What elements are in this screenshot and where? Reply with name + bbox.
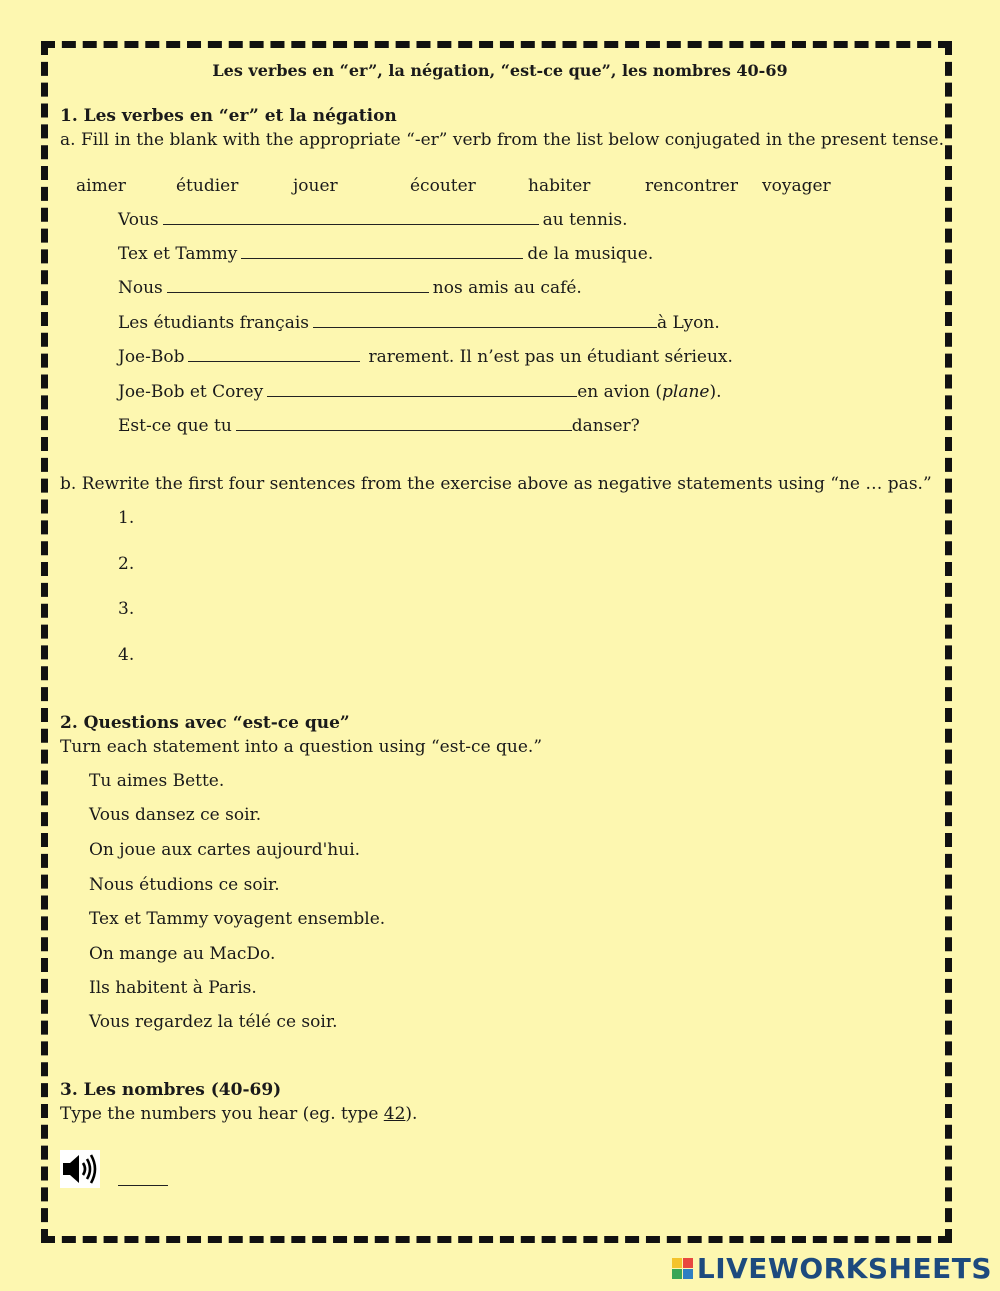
verb-item: aimer xyxy=(76,176,126,196)
answer-blank[interactable] xyxy=(236,416,572,431)
answer-blank[interactable] xyxy=(313,313,657,328)
statement-item: On mange au MacDo. xyxy=(89,944,276,964)
sentence-end: danser? xyxy=(571,416,640,436)
section1-heading: 1. Les verbes en “er” et la négation xyxy=(60,106,397,126)
answer-blank[interactable] xyxy=(241,244,523,259)
answer-blank[interactable] xyxy=(163,210,539,225)
verb-item: habiter xyxy=(528,176,591,196)
fill-sentence xyxy=(118,278,582,298)
fill-sentence xyxy=(118,210,627,230)
rewrite-answer-input[interactable] xyxy=(134,551,918,579)
verb-item: étudier xyxy=(176,176,239,196)
verb-item: écouter xyxy=(410,176,476,196)
instruction-text-end: ). xyxy=(405,1104,418,1124)
verb-item: voyager xyxy=(762,176,831,196)
sentence-start: Joe-Bob xyxy=(118,347,185,367)
sentence-start: Vous xyxy=(118,210,159,230)
sentence-end: au tennis. xyxy=(542,210,628,230)
rewrite-number: 1. xyxy=(118,508,135,528)
logo-text: LIVEWORKSHEETS xyxy=(696,1252,992,1285)
sentence-end: à Lyon. xyxy=(657,313,720,333)
sentence-start: Joe-Bob et Corey xyxy=(118,382,264,402)
rewrite-number: 2. xyxy=(118,554,135,574)
answer-blank[interactable] xyxy=(188,347,360,362)
rewrite-answer-input[interactable] xyxy=(134,505,918,533)
page-title: Les verbes en “er”, la négation, “est-ce que”, les nombres 40-69 xyxy=(212,61,788,80)
statement-item: Tex et Tammy voyagent ensemble. xyxy=(89,909,386,929)
fill-sentence xyxy=(118,347,733,367)
verb-item: rencontrer xyxy=(645,176,738,196)
statement-item: Tu aimes Bette. xyxy=(89,771,225,791)
instruction-text: Type the numbers you hear (eg. type xyxy=(60,1104,384,1124)
rewrite-answer-input[interactable] xyxy=(134,642,918,670)
rewrite-number: 3. xyxy=(118,599,135,619)
statement-item: On joue aux cartes aujourd'hui. xyxy=(89,840,361,860)
statement-item: Nous étudions ce soir. xyxy=(89,875,280,895)
statement-item: Vous dansez ce soir. xyxy=(89,805,262,825)
statement-item: Ils habitent à Paris. xyxy=(89,978,257,998)
section1a-instruction: a. Fill in the blank with the appropriate “-er” verb from the list below conjugated in the present tense. xyxy=(60,130,944,150)
fill-sentence xyxy=(118,244,653,264)
section2-instruction: Turn each statement into a question using “est-ce que.” xyxy=(60,737,543,757)
sentence-end: nos amis au café. xyxy=(432,278,582,298)
instruction-example: 42 xyxy=(383,1104,406,1124)
sentence-start: Tex et Tammy xyxy=(118,244,238,264)
answer-blank[interactable] xyxy=(267,382,577,397)
logo-squares-icon xyxy=(672,1258,693,1279)
rewrite-answer-input[interactable] xyxy=(134,596,918,624)
liveworksheets-logo xyxy=(672,1252,992,1285)
fill-sentence xyxy=(118,382,722,402)
answer-blank[interactable] xyxy=(167,278,429,293)
fill-sentence xyxy=(118,416,640,436)
fill-sentence xyxy=(118,313,720,333)
sentence-start: Est-ce que tu xyxy=(118,416,232,436)
number-answer-blank[interactable] xyxy=(118,1185,168,1186)
verb-item: jouer xyxy=(293,176,338,196)
section3-heading: 3. Les nombres (40-69) xyxy=(60,1080,282,1100)
section1b-instruction: b. Rewrite the first four sentences from the exercise above as negative statements using “ne … pas.” xyxy=(60,474,932,494)
rewrite-number: 4. xyxy=(118,645,135,665)
sentence-end-punct: ). xyxy=(709,382,722,402)
sentence-end: rarement. Il n’est pas un étudiant sérieux. xyxy=(368,347,733,367)
sentence-gloss: plane xyxy=(662,382,710,402)
section2-heading: 2. Questions avec “est-ce que” xyxy=(60,713,350,733)
sentence-end: en avion ( xyxy=(577,382,663,402)
section3-instruction xyxy=(60,1104,417,1124)
speaker-icon[interactable] xyxy=(60,1150,100,1188)
sentence-start: Les étudiants français xyxy=(118,313,310,333)
statement-item: Vous regardez la télé ce soir. xyxy=(89,1012,338,1032)
sentence-end: de la musique. xyxy=(527,244,654,264)
sentence-start: Nous xyxy=(118,278,163,298)
